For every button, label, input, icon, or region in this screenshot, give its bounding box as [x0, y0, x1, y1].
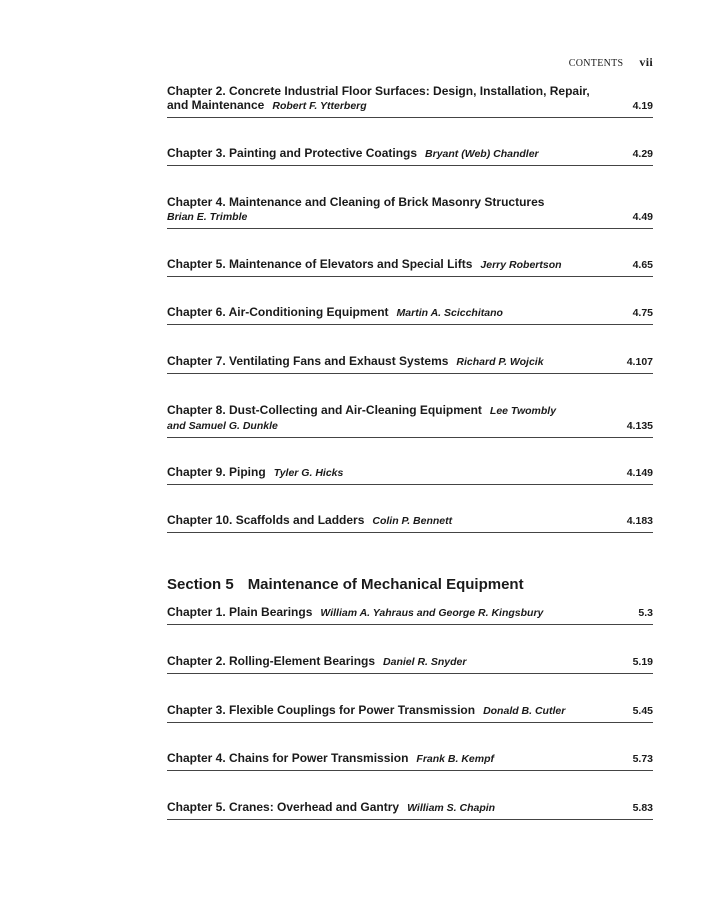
chapter-title: Chapter 2. Concrete Industrial Floor Surfaces: Design, Installation, Repair,	[167, 84, 590, 98]
chapter-title: Chapter 3. Flexible Couplings for Power Transmission	[167, 703, 476, 717]
chapter-title: Chapter 8. Dust-Collecting and Air-Cleaning Equipment	[167, 403, 482, 417]
chapter-page: 5.45	[632, 705, 653, 717]
chapter-author: Lee Twombly	[489, 405, 557, 417]
toc-entry-s4-ch8[interactable]	[167, 403, 653, 438]
chapter-author: Brian E. Trimble	[167, 211, 248, 223]
chapter-title-cont: and Maintenance	[167, 98, 265, 112]
chapter-author: William S. Chapin	[407, 802, 496, 814]
chapter-title: Chapter 2. Rolling-Element Bearings	[167, 654, 376, 668]
running-head	[569, 55, 653, 70]
chapter-title: Chapter 1. Plain Bearings	[167, 605, 313, 619]
chapter-page: 4.149	[626, 467, 653, 479]
chapter-page: 5.3	[638, 607, 653, 619]
chapter-author: Bryant (Web) Chandler	[425, 148, 539, 160]
chapter-title: Chapter 3. Painting and Protective Coatings	[167, 146, 418, 160]
chapter-page: 5.73	[632, 753, 653, 765]
chapter-author: William A. Yahraus and George R. Kingsbury	[320, 607, 544, 619]
chapter-author: Donald B. Cutler	[483, 705, 566, 717]
toc-entry-s4-ch2[interactable]	[167, 84, 653, 118]
chapter-page: 4.75	[632, 307, 653, 319]
chapter-author-cont: and Samuel G. Dunkle	[167, 420, 278, 432]
toc-entry-s4-ch7[interactable]	[167, 354, 653, 374]
toc-entry-s4-ch4[interactable]	[167, 195, 653, 229]
chapter-title: Chapter 4. Maintenance and Cleaning of Brick Masonry Structures	[167, 195, 545, 209]
chapter-title: Chapter 9. Piping	[167, 465, 266, 479]
chapter-author: Daniel R. Snyder	[383, 656, 467, 668]
chapter-author: Robert F. Ytterberg	[272, 100, 367, 112]
toc-entry-s4-ch10[interactable]	[167, 513, 653, 533]
chapter-author: Colin P. Bennett	[372, 515, 453, 527]
chapter-page: 4.49	[632, 211, 653, 223]
section-heading	[167, 576, 524, 593]
chapter-title: Chapter 10. Scaffolds and Ladders	[167, 513, 365, 527]
chapter-page: 4.19	[632, 100, 653, 112]
chapter-title: Chapter 6. Air-Conditioning Equipment	[167, 305, 389, 319]
chapter-title: Chapter 4. Chains for Power Transmission	[167, 751, 409, 765]
chapter-author: Tyler G. Hicks	[273, 467, 344, 479]
chapter-author: Frank B. Kempf	[416, 753, 495, 765]
chapter-author: Martin A. Scicchitano	[396, 307, 503, 319]
chapter-page: 4.29	[632, 148, 653, 160]
chapter-title: Chapter 5. Cranes: Overhead and Gantry	[167, 800, 400, 814]
chapter-page: 5.83	[632, 802, 653, 814]
toc-entry-s5-ch1[interactable]	[167, 605, 653, 625]
chapter-title: Chapter 5. Maintenance of Elevators and Special Lifts	[167, 257, 473, 271]
chapter-author: Richard P. Wojcik	[456, 356, 544, 368]
running-head-label: CONTENTS	[568, 58, 624, 69]
section-number: Section 5	[167, 576, 234, 593]
chapter-page: 5.19	[632, 656, 653, 668]
toc-entry-s5-ch5[interactable]	[167, 800, 653, 820]
toc-entry-s5-ch4[interactable]	[167, 751, 653, 771]
toc-entry-s4-ch5[interactable]	[167, 257, 653, 277]
page-number: vii	[639, 55, 653, 69]
toc-entry-s4-ch6[interactable]	[167, 305, 653, 325]
toc-entry-s4-ch9[interactable]	[167, 465, 653, 485]
toc-entry-s5-ch3[interactable]	[167, 703, 653, 723]
section-title: Maintenance of Mechanical Equipment	[247, 576, 524, 593]
chapter-page: 4.183	[626, 515, 653, 527]
toc-entry-s5-ch2[interactable]	[167, 654, 653, 674]
chapter-title: Chapter 7. Ventilating Fans and Exhaust Systems	[167, 354, 449, 368]
chapter-author: Jerry Robertson	[480, 259, 562, 271]
chapter-page: 4.135	[626, 420, 653, 432]
toc-entry-s4-ch3[interactable]	[167, 146, 653, 166]
chapter-page: 4.107	[626, 356, 653, 368]
chapter-page: 4.65	[632, 259, 653, 271]
